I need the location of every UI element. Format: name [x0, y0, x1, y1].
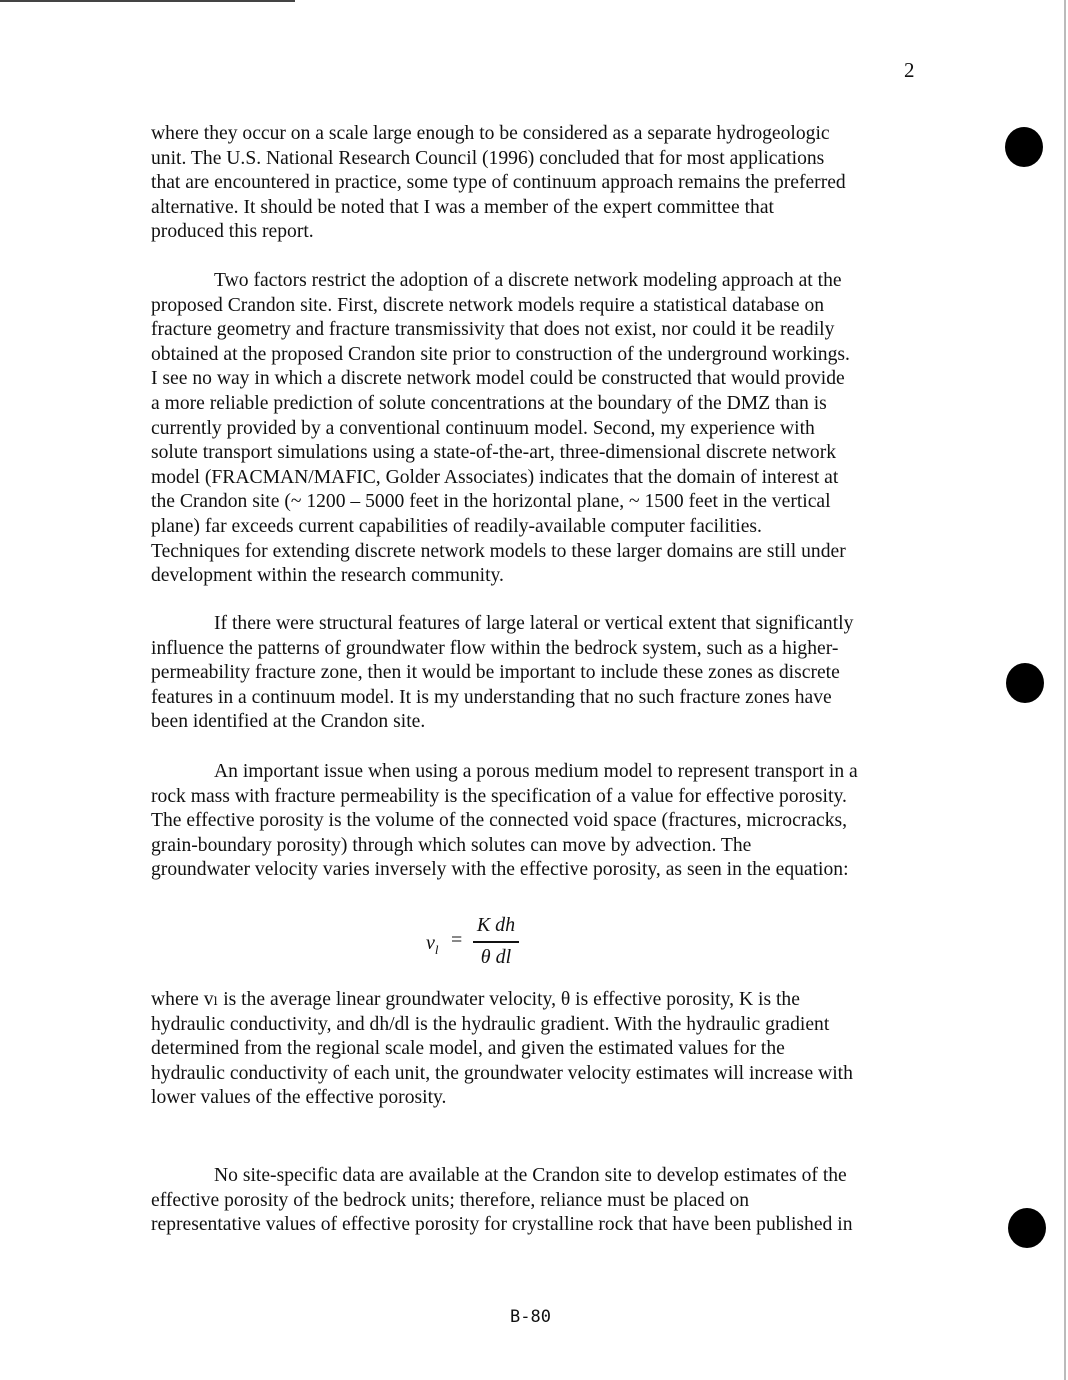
text-line: where they occur on a scale large enough to be considered as a separate hydrogeologic — [151, 123, 830, 144]
text-line: If there were structural features of large lateral or vertical extent that significantly — [214, 613, 854, 634]
text-line: representative values of effective porosity for crystalline rock that have been published in — [151, 1214, 853, 1236]
text-line: Techniques for extending discrete network models to these larger domains are still under — [151, 540, 846, 562]
page-right-edge — [1064, 0, 1066, 1380]
paragraph-1 — [151, 122, 921, 245]
text-line: solute transport simulations using a state-of-the-art, three-dimensional discrete network — [151, 442, 837, 464]
text-line: An important issue when using a porous medium model to represent transport in a — [214, 761, 858, 782]
equation-denominator: θ dl — [480, 946, 512, 968]
text-line: the Crandon site (~ 1200 – 5000 feet in the horizontal plane, ~ 1500 feet in the vertical — [151, 491, 831, 513]
text-line: permeability fracture zone, then it would be important to include these zones as discrete — [151, 662, 840, 684]
text-line: grain-boundary porosity) through which solutes can move by advection. The — [151, 834, 752, 856]
equation-lhs-var: v — [426, 932, 435, 954]
text-line: fracture geometry and fracture transmissivity that does not exist, nor could it be readily — [151, 319, 835, 341]
text-line: plane) far exceeds current capabilities of readily-available computer facilities. — [151, 515, 762, 537]
text-line: effective porosity of the bedrock units; therefore, reliance must be placed on — [151, 1189, 750, 1211]
text-line: a more reliable prediction of solute concentrations at the boundary of the DMZ than is — [151, 392, 827, 414]
fraction-bar — [473, 941, 519, 943]
text-line: lower values of the effective porosity. — [151, 1087, 447, 1109]
text-line: development within the research community. — [151, 565, 504, 587]
text-line: hydraulic conductivity of each unit, the groundwater velocity estimates will increase with — [151, 1062, 853, 1084]
paragraph-3 — [151, 612, 921, 735]
equation-numerator: K dh — [476, 914, 516, 936]
paragraph-2 — [151, 269, 921, 589]
equation-equals: = — [451, 929, 463, 951]
text-line: rock mass with fracture permeability is the specification of a value for effective porosity. — [151, 785, 847, 807]
equation-lhs-subscript: l — [434, 942, 439, 957]
text-line: that are encountered in practice, some type of continuum approach remains the preferred — [151, 172, 846, 194]
punch-hole-marker — [1008, 1208, 1046, 1248]
text-line: where vₗ is the average linear groundwater velocity, θ is effective porosity, K is the — [151, 989, 800, 1010]
text-line: I see no way in which a discrete network model could be constructed that would provide — [151, 368, 845, 390]
text-line: determined from the regional scale model, and given the estimated values for the — [151, 1038, 785, 1060]
text-line: The effective porosity is the volume of the connected void space (fractures, microcracks, — [151, 810, 848, 832]
paragraph-5 — [151, 988, 921, 1111]
text-line: currently provided by a conventional continuum model. Second, my experience with — [151, 417, 815, 439]
text-line: hydraulic conductivity, and dh/dl is the hydraulic gradient. With the hydraulic gradient — [151, 1013, 830, 1035]
text-line: model (FRACMAN/MAFIC, Golder Associates) indicates that the domain of interest at — [151, 466, 839, 488]
scan-edge-line — [0, 0, 295, 2]
text-line: features in a continuum model. It is my understanding that no such fracture zones have — [151, 686, 832, 708]
text-line: been identified at the Crandon site. — [151, 711, 426, 733]
paragraph-4 — [151, 760, 921, 883]
punch-hole-marker — [1006, 663, 1044, 703]
punch-hole-marker — [1005, 127, 1043, 167]
velocity-equation — [426, 910, 526, 970]
text-line: produced this report. — [151, 221, 314, 243]
text-line: influence the patterns of groundwater flow within the bedrock system, such as a higher- — [151, 637, 839, 659]
page-number: 2 — [904, 58, 915, 82]
text-line: obtained at the proposed Crandon site prior to construction of the underground workings. — [151, 343, 850, 365]
text-line: Two factors restrict the adoption of a discrete network modeling approach at the — [214, 270, 842, 291]
text-line: groundwater velocity varies inversely with the effective porosity, as seen in the equation: — [151, 859, 849, 881]
paragraph-6 — [151, 1164, 921, 1238]
text-line: No site-specific data are available at the Crandon site to develop estimates of the — [214, 1165, 847, 1186]
text-line: alternative. It should be noted that I was a member of the expert committee that — [151, 196, 774, 218]
page-footer-label: B-80 — [510, 1307, 551, 1327]
equation-lhs — [426, 932, 439, 958]
text-line: proposed Crandon site. First, discrete network models require a statistical database on — [151, 294, 825, 316]
text-line: unit. The U.S. National Research Council (1996) concluded that for most applications — [151, 147, 825, 169]
